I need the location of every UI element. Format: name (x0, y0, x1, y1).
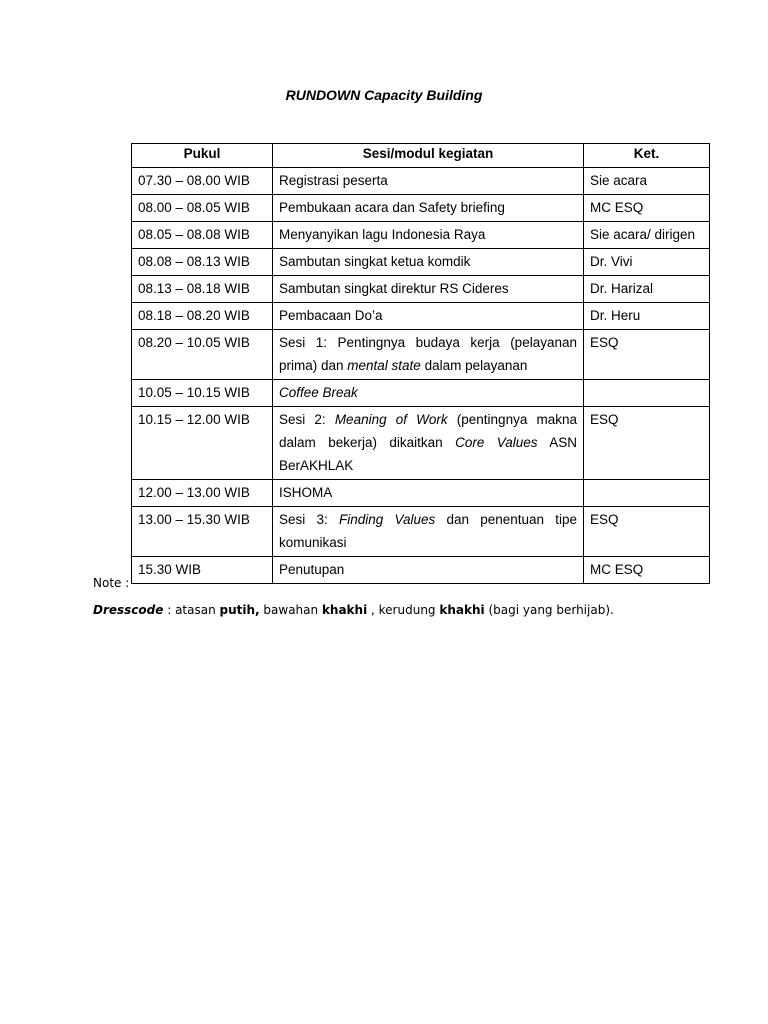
ket-cell: ESQ (584, 507, 710, 557)
activity-text-run: Penutupan (279, 562, 345, 577)
activity-text-run: Coffee Break (279, 385, 358, 400)
activity-text-run: Pembukaan acara dan Safety briefing (279, 200, 505, 215)
table-row (132, 330, 710, 380)
dresscode-run: , kerudung (367, 603, 440, 617)
ket-cell: ESQ (584, 330, 710, 380)
activity-text-run: ISHOMA (279, 485, 333, 500)
activity-cell (273, 557, 584, 584)
table-row (132, 276, 710, 303)
activity-text-run: Core Values (455, 435, 538, 450)
activity-text-run: Sesi 1: Pentingnya budaya kerja (pelayanan prima) dan (279, 335, 577, 373)
activity-cell (273, 480, 584, 507)
ket-cell: MC ESQ (584, 557, 710, 584)
table-body (132, 168, 710, 584)
dresscode-run: khakhi (321, 603, 368, 617)
ket-cell: Sie acara (584, 168, 710, 195)
header-pukul: Pukul (132, 144, 273, 168)
activity-text-run: Sesi 3: (279, 512, 339, 527)
activity-cell (273, 407, 584, 480)
dresscode-run: : atasan (163, 603, 220, 617)
activity-text-run: Pembacaan Do’a (279, 308, 383, 323)
table-row (132, 222, 710, 249)
time-cell: 07.30 – 08.00 WIB (132, 168, 273, 195)
activity-cell (273, 380, 584, 407)
time-cell: 13.00 – 15.30 WIB (132, 507, 273, 557)
time-cell: 10.15 – 12.00 WIB (132, 407, 273, 480)
activity-text-run: mental state (347, 358, 421, 373)
dresscode-run: bawahan (259, 603, 322, 617)
dresscode-run: khakhi (439, 603, 485, 617)
header-sesi: Sesi/modul kegiatan (273, 144, 584, 168)
time-cell: 08.05 – 08.08 WIB (132, 222, 273, 249)
table-row (132, 380, 710, 407)
dresscode-line (93, 603, 614, 617)
ket-cell: Sie acara/ dirigen (584, 222, 710, 249)
table-row (132, 195, 710, 222)
table-row (132, 480, 710, 507)
rundown-table (131, 143, 710, 584)
activity-text-run: Sambutan singkat ketua komdik (279, 254, 471, 269)
note-label: Note : (93, 576, 130, 590)
activity-cell (273, 303, 584, 330)
time-cell: 08.20 – 10.05 WIB (132, 330, 273, 380)
ket-cell: ESQ (584, 407, 710, 480)
time-cell: 08.13 – 08.18 WIB (132, 276, 273, 303)
dresscode-run: Dresscode (93, 603, 164, 617)
activity-text-run: Registrasi peserta (279, 173, 388, 188)
table-row (132, 507, 710, 557)
activity-text-run: Sesi 2: (279, 412, 335, 427)
table-row (132, 303, 710, 330)
ket-cell (584, 480, 710, 507)
ket-cell: Dr. Harizal (584, 276, 710, 303)
header-ket: Ket. (584, 144, 710, 168)
table-row (132, 168, 710, 195)
ket-cell: Dr. Heru (584, 303, 710, 330)
time-cell: 12.00 – 13.00 WIB (132, 480, 273, 507)
table-header-row (132, 144, 710, 168)
time-cell: 15.30 WIB (132, 557, 273, 584)
activity-cell (273, 168, 584, 195)
activity-text-run: Menyanyikan lagu Indonesia Raya (279, 227, 486, 242)
activity-cell (273, 330, 584, 380)
ket-cell: Dr. Vivi (584, 249, 710, 276)
activity-cell (273, 507, 584, 557)
time-cell: 08.08 – 08.13 WIB (132, 249, 273, 276)
time-cell: 08.18 – 08.20 WIB (132, 303, 273, 330)
activity-text-run: ASN BerAKHLAK (279, 435, 577, 473)
dresscode-run: putih, (219, 603, 260, 617)
activity-cell (273, 222, 584, 249)
table-row (132, 249, 710, 276)
document-title: RUNDOWN Capacity Building (285, 87, 483, 103)
activity-text-run: Finding Values (338, 512, 436, 527)
activity-text-run: dalam pelayanan (420, 358, 528, 373)
activity-text-run: dan penentuan tipe komunikasi (279, 512, 578, 550)
activity-cell (273, 249, 584, 276)
activity-text-run: Sambutan singkat direktur RS Cideres (279, 281, 509, 296)
time-cell: 08.00 – 08.05 WIB (132, 195, 273, 222)
table-row (132, 557, 710, 584)
time-cell: 10.05 – 10.15 WIB (132, 380, 273, 407)
ket-cell (584, 380, 710, 407)
activity-text-run: (pentingnya makna dalam bekerja) dikaitkan (279, 412, 577, 450)
table-row (132, 407, 710, 480)
activity-text-run: Meaning of Work (334, 412, 448, 427)
activity-cell (273, 276, 584, 303)
ket-cell: MC ESQ (584, 195, 710, 222)
activity-cell (273, 195, 584, 222)
dresscode-run: (bagi yang berhijab). (484, 603, 614, 617)
